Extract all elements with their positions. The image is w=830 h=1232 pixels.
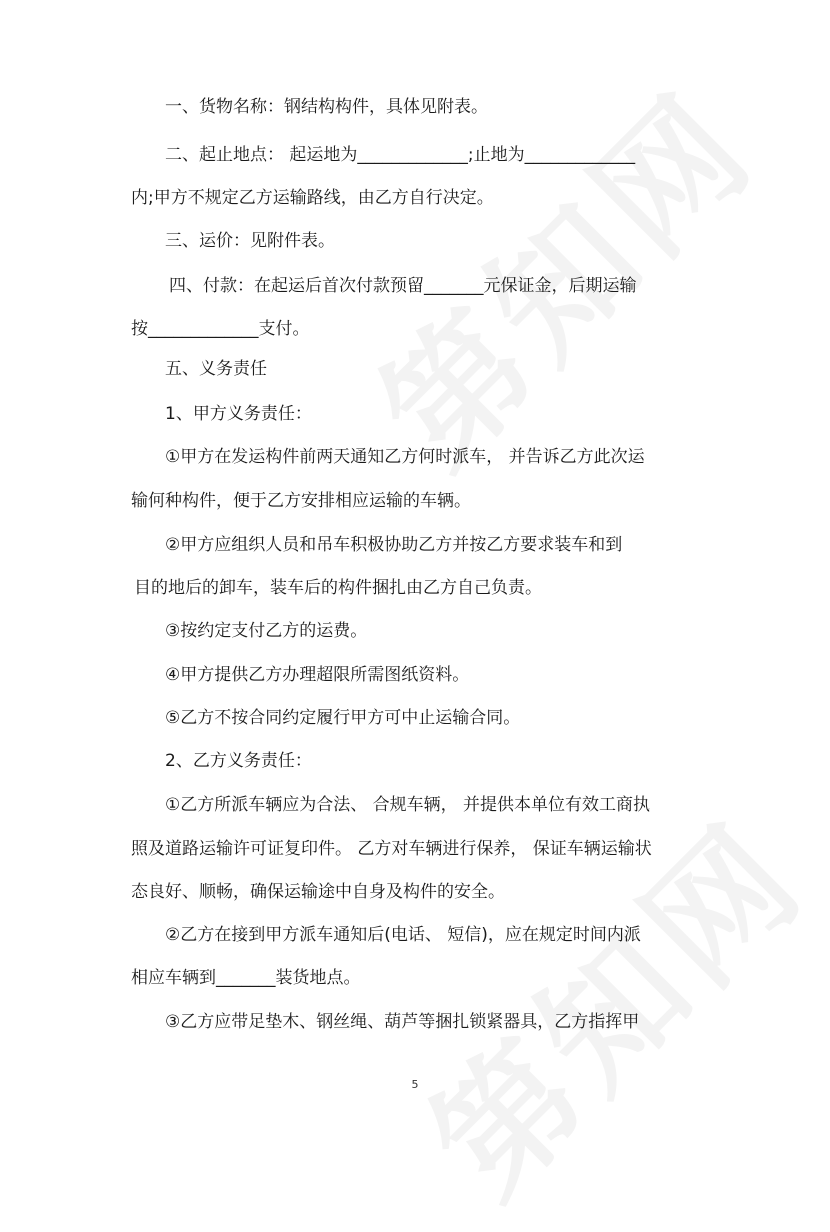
text-line: 1、甲方义务责任： bbox=[165, 404, 312, 424]
text-line: 二、起止地点： 起运地为_____________;止地为_____________ bbox=[165, 145, 636, 165]
text-line: 一、货物名称：钢结构构件，具体见附表。 bbox=[165, 97, 488, 117]
text-line: 五、义务责任 bbox=[165, 359, 267, 379]
text-line: 按_____________支付。 bbox=[131, 319, 310, 339]
text-line: 态良好、顺畅，确保运输途中自身及构件的安全。 bbox=[131, 882, 505, 902]
text-line: ①乙方所派车辆应为合法、 合规车辆， 并提供本单位有效工商执 bbox=[165, 795, 651, 815]
text-line: 四、付款：在起运后首次付款预留_______元保证金，后期运输 bbox=[169, 276, 637, 296]
text-line: 内;甲方不规定乙方运输路线，由乙方自行决定。 bbox=[131, 188, 494, 208]
text-line: ②乙方在接到甲方派车通知后(电话、 短信)，应在规定时间内派 bbox=[165, 925, 641, 945]
text-line: 三、运价：见附件表。 bbox=[165, 231, 335, 251]
text-line: 目的地后的卸车，装车后的构件捆扎由乙方自己负责。 bbox=[134, 578, 542, 598]
text-line: ②甲方应组织人员和吊车积极协助乙方并按乙方要求装车和到 bbox=[165, 535, 623, 555]
page-number: 5 bbox=[411, 1078, 419, 1091]
text-line: 2、乙方义务责任： bbox=[165, 751, 312, 771]
text-line: 相应车辆到_______装货地点。 bbox=[131, 968, 361, 988]
text-line: ④甲方提供乙方办理超限所需图纸资料。 bbox=[165, 665, 470, 685]
text-line: 照及道路运输许可证复印件。 乙方对车辆进行保养， 保证车辆运输状 bbox=[131, 839, 652, 859]
text-line: ⑤乙方不按合同约定履行甲方可中止运输合同。 bbox=[165, 708, 521, 728]
text-line: 输何种构件，便于乙方安排相应运输的车辆。 bbox=[131, 491, 471, 511]
text-line: ③按约定支付乙方的运费。 bbox=[165, 621, 368, 641]
text-line: ③乙方应带足垫木、钢丝绳、葫芦等捆扎锁紧器具，乙方指挥甲 bbox=[165, 1012, 640, 1032]
text-line: ①甲方在发运构件前两天通知乙方何时派车， 并告诉乙方此次运 bbox=[165, 447, 645, 467]
